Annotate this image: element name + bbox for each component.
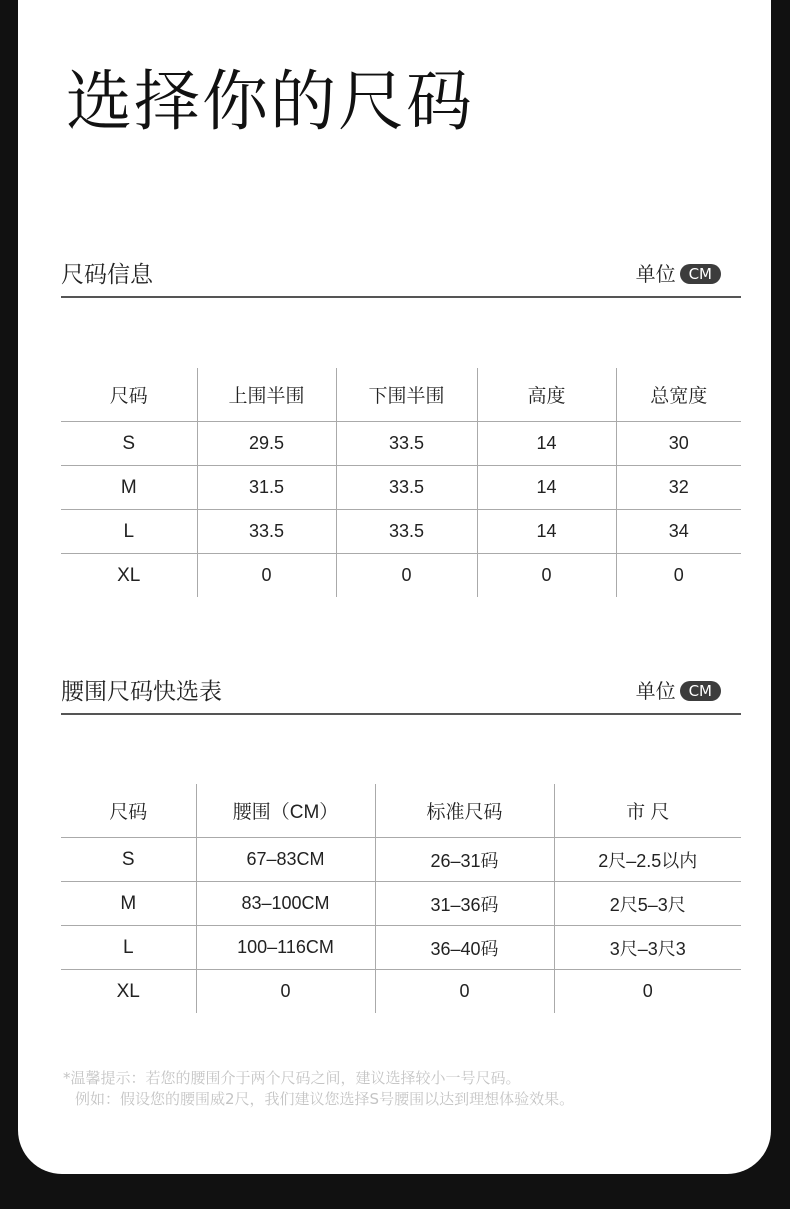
table-row [61, 970, 741, 1014]
table-cell: 14 [477, 510, 616, 554]
header-market-chi: 市 尺 [554, 784, 741, 838]
table-cell: 0 [196, 970, 375, 1014]
unit-label [636, 258, 721, 287]
table-cell: 34 [616, 510, 741, 554]
unit-text: 单位 [635, 262, 676, 286]
table-cell: XL [116, 980, 140, 1002]
header-size: 尺码 [61, 368, 197, 422]
table-cell: 83–100CM [196, 882, 375, 926]
table-cell: 14 [477, 466, 616, 510]
size-guide-card [18, 0, 771, 1174]
waist-size-table [61, 784, 741, 1013]
table-row [61, 554, 741, 598]
table-row [61, 466, 741, 510]
table-row [61, 510, 741, 554]
header-upper-half: 上围半围 [197, 368, 336, 422]
table-cell: 26–31码 [375, 838, 554, 882]
tip-note-line-2: 例如：假设您的腰围威2尺，我们建议您选择S号腰围以达到理想体验效果。 [75, 1090, 575, 1108]
table-cell: 30 [616, 422, 741, 466]
table-cell: 0 [197, 554, 336, 598]
table-row [61, 838, 741, 882]
table-cell: M [61, 882, 196, 926]
header-height: 高度 [477, 368, 616, 422]
table-row [61, 422, 741, 466]
table-cell: L [61, 510, 197, 554]
size-info-table [61, 368, 741, 597]
table-cell: 36–40码 [375, 926, 554, 970]
table-cell: 67–83CM [196, 838, 375, 882]
header-total-width: 总宽度 [616, 368, 741, 422]
table-cell: 32 [616, 466, 741, 510]
table-cell: S [61, 838, 196, 882]
size-info-title: 尺码信息 [61, 262, 153, 288]
table-row [61, 882, 741, 926]
size-info-header [61, 256, 741, 298]
table-cell: 2尺–2.5以内 [554, 838, 741, 882]
table-header-row [61, 368, 741, 422]
unit-label [636, 675, 721, 704]
unit-badge: CM [680, 264, 721, 284]
table-row [61, 926, 741, 970]
tip-note [63, 1068, 574, 1110]
header-standard-size: 标准尺码 [375, 784, 554, 838]
waist-table-header [61, 673, 741, 715]
table-cell: 33.5 [197, 510, 336, 554]
table-cell: 0 [477, 554, 616, 598]
table-cell: 29.5 [197, 422, 336, 466]
table-cell: 3尺–3尺3 [554, 926, 741, 970]
table-cell: 33.5 [336, 422, 477, 466]
table-cell: 100–116CM [196, 926, 375, 970]
table-cell: 31–36码 [375, 882, 554, 926]
table-cell: 33.5 [336, 510, 477, 554]
header-size: 尺码 [61, 784, 196, 838]
table-cell: M [61, 466, 197, 510]
table-cell: 0 [616, 554, 741, 598]
table-cell: L [61, 926, 196, 970]
table-cell: 33.5 [336, 466, 477, 510]
table-cell: 0 [336, 554, 477, 598]
table-cell: 14 [477, 422, 616, 466]
table-cell: 31.5 [197, 466, 336, 510]
header-lower-half: 下围半围 [336, 368, 477, 422]
table-cell: 0 [375, 970, 554, 1014]
table-cell: 0 [554, 970, 741, 1014]
unit-badge: CM [680, 681, 721, 701]
table-cell: XL [117, 564, 141, 586]
unit-text: 单位 [635, 679, 676, 703]
page-title: 选择你的尺码 [66, 63, 474, 140]
waist-table-title: 腰围尺码快选表 [61, 679, 222, 705]
table-cell: 2尺5–3尺 [554, 882, 741, 926]
tip-note-line-1: *温馨提示：若您的腰围介于两个尺码之间，建议选择较小一号尺码。 [63, 1069, 521, 1087]
header-waist: 腰围（CM） [196, 784, 375, 838]
table-header-row [61, 784, 741, 838]
table-cell: S [61, 422, 197, 466]
